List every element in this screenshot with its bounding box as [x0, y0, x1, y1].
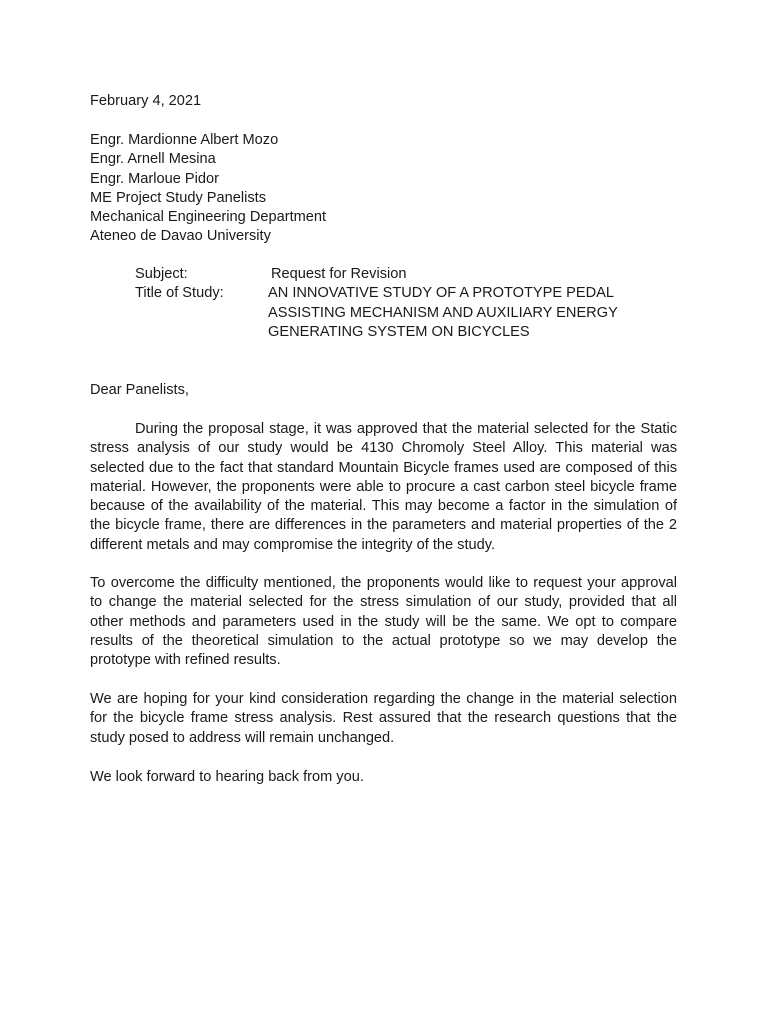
recipient-line: Ateneo de Davao University [90, 228, 271, 245]
recipient-line: Mechanical Engineering Department [90, 209, 327, 226]
recipient-line: ME Project Study Panelists [90, 189, 267, 206]
title-row [135, 284, 695, 342]
recipient-block [90, 131, 326, 247]
title-value: AN INNOVATIVE STUDY OF A PROTOTYPE PEDAL ASSISTING MECHANISM AND AUXILIARY ENERGY GENERATING SYSTEM ON BICYCLES [268, 285, 618, 340]
closing-line: We look forward to hearing back from you. [90, 769, 364, 785]
recipient-line: Engr. Marloue Pidor [90, 170, 219, 187]
salutation: Dear Panelists, [90, 382, 189, 398]
body-paragraph-1: During the proposal stage, it was approved that the material selected for the Static stress analysis of our study would be 4130 Chromoly Steel Alloy. This material was selected due to the fact that standard Mountain Bicycle frames used are composed of this material. However, the proponents were able to procure a cast carbon steel bicycle frame because of the availability of the material. This may become a factor in the simulation of the bicycle frame, there are differences in the parameters and material properties of the 2 different metals and may compromise the integrity of the study. [90, 421, 677, 553]
letter-date: February 4, 2021 [90, 93, 202, 109]
body-paragraph-3: We are hoping for your kind consideration regarding the change in the material selection for the bicycle frame stress analysis. Rest assured that the research questions that the study posed to address will remain unchanged. [90, 691, 677, 746]
recipient-line: Engr. Mardionne Albert Mozo [90, 132, 279, 148]
body-paragraph-2: To overcome the difficulty mentioned, the proponents would like to request your approval to change the material selected for the stress simulation of our study, provided that all other methods and parameters used in the study will be the same. We opt to compare results of the theoretical simulation to the actual prototype so we may develop the prototype with refined results. [90, 575, 677, 669]
subject-block [135, 265, 695, 342]
subject-value: Request for Revision [271, 266, 407, 282]
title-label: Title of Study: [135, 285, 224, 302]
subject-row [135, 265, 695, 284]
subject-label: Subject: [135, 266, 188, 282]
recipient-line: Engr. Arnell Mesina [90, 151, 216, 168]
